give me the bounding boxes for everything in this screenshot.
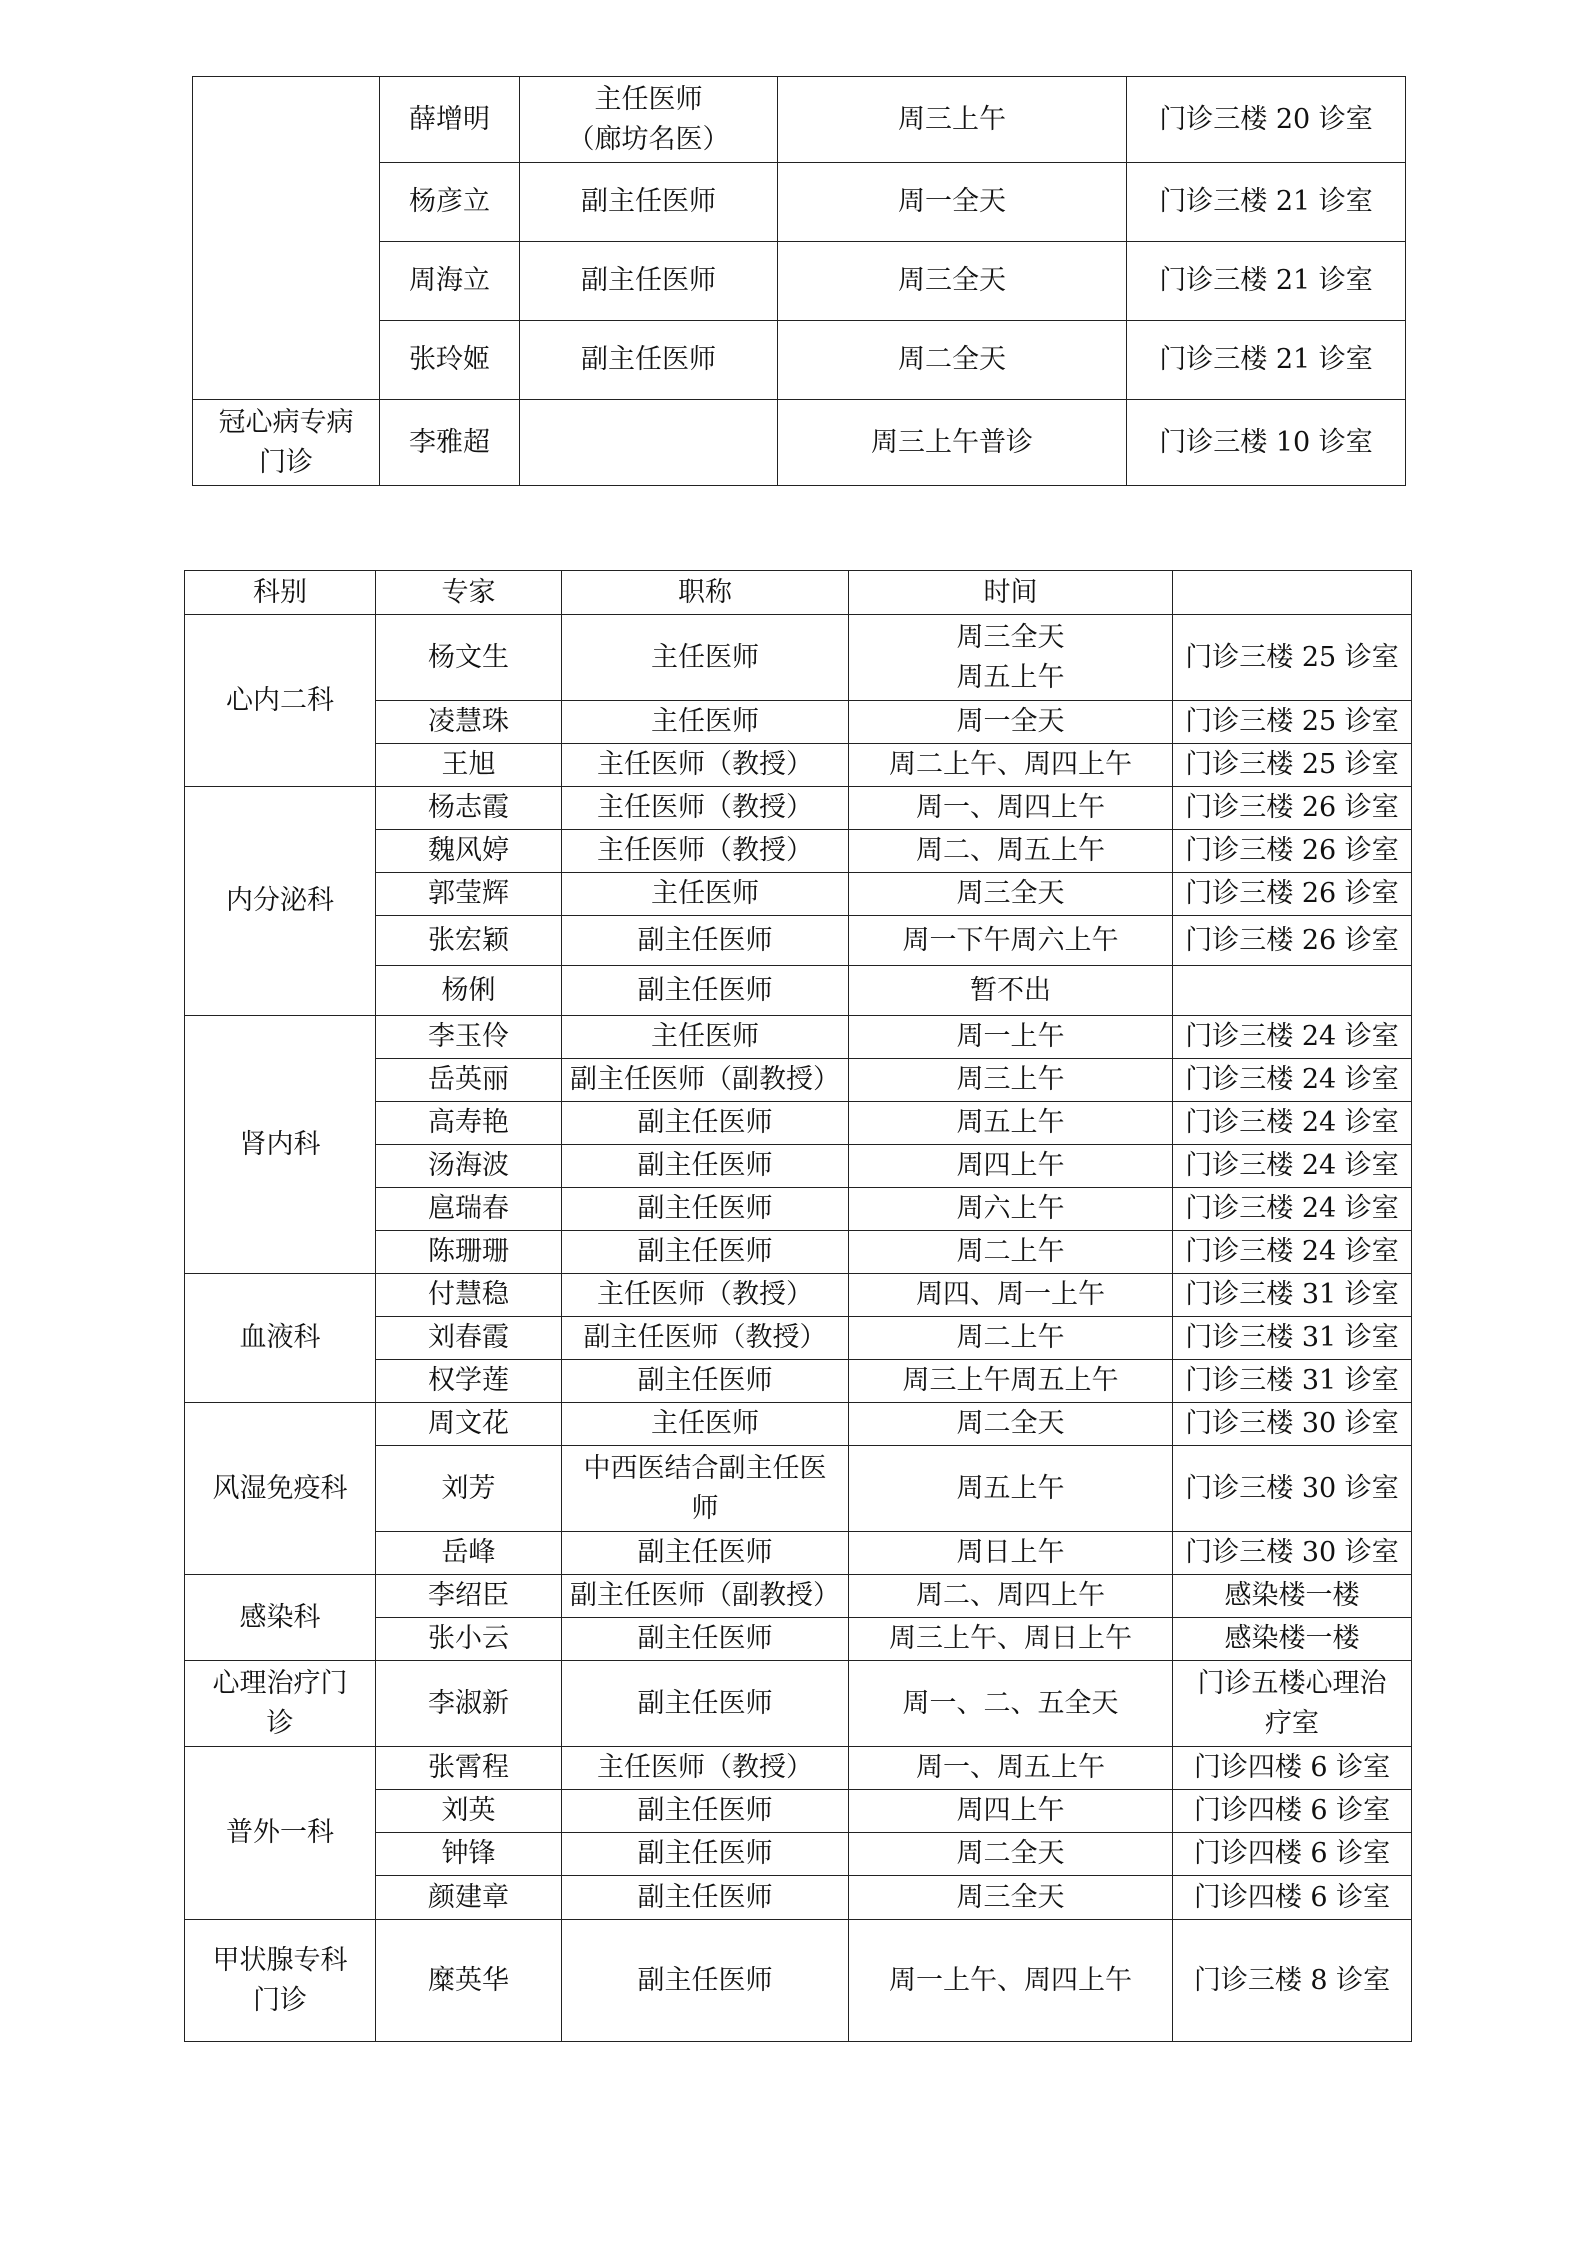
clinic-room: 门诊三楼 25 诊室 <box>1173 744 1412 787</box>
clinic-room: 门诊三楼 26 诊室 <box>1173 830 1412 873</box>
doctor-name: 周文花 <box>376 1403 562 1446</box>
department-cell: 内分泌科 <box>185 787 376 1016</box>
doctor-name: 刘英 <box>376 1790 562 1833</box>
clinic-room: 门诊三楼 30 诊室 <box>1173 1446 1412 1532</box>
doctor-title: 副主任医师 <box>562 1188 849 1231</box>
doctor-title: 主任医师（教授） <box>562 1747 849 1790</box>
doctor-title: 副主任医师（教授） <box>562 1317 849 1360</box>
schedule-time: 周三全天 周五上午 <box>849 615 1173 701</box>
clinic-room: 门诊三楼 25 诊室 <box>1173 615 1412 701</box>
doctor-title: 主任医师 <box>562 1016 849 1059</box>
doctor-name: 钟锋 <box>376 1833 562 1876</box>
clinic-room: 门诊三楼 31 诊室 <box>1173 1317 1412 1360</box>
schedule-time: 周二全天 <box>849 1833 1173 1876</box>
schedule-time: 周四上午 <box>849 1145 1173 1188</box>
clinic-room: 门诊三楼 21 诊室 <box>1127 242 1406 321</box>
doctor-name: 权学莲 <box>376 1360 562 1403</box>
schedule-time: 周二上午 <box>849 1231 1173 1274</box>
schedule-time: 暂不出 <box>849 966 1173 1016</box>
schedule-time: 周一全天 <box>849 701 1173 744</box>
clinic-room: 门诊三楼 24 诊室 <box>1173 1016 1412 1059</box>
doctor-title: 副主任医师 <box>562 966 849 1016</box>
schedule-time: 周四上午 <box>849 1790 1173 1833</box>
column-header: 专家 <box>376 571 562 615</box>
doctor-title: 副主任医师 <box>562 1360 849 1403</box>
doctor-name: 张宏颖 <box>376 916 562 966</box>
schedule-time: 周二上午、周四上午 <box>849 744 1173 787</box>
doctor-name: 张玲姬 <box>380 321 520 400</box>
clinic-room: 门诊三楼 26 诊室 <box>1173 916 1412 966</box>
clinic-room <box>1173 966 1412 1016</box>
doctor-title: 主任医师（教授） <box>562 1274 849 1317</box>
clinic-room: 门诊四楼 6 诊室 <box>1173 1876 1412 1920</box>
doctor-title: 副主任医师 <box>520 242 778 321</box>
doctor-name: 糜英华 <box>376 1920 562 2042</box>
doctor-title: 副主任医师（副教授） <box>562 1059 849 1102</box>
doctor-name: 李绍臣 <box>376 1575 562 1618</box>
clinic-room: 门诊三楼 26 诊室 <box>1173 787 1412 830</box>
schedule-time: 周二、周四上午 <box>849 1575 1173 1618</box>
doctor-title: 主任医师 <box>562 615 849 701</box>
schedule-time: 周二上午 <box>849 1317 1173 1360</box>
doctor-name: 岳英丽 <box>376 1059 562 1102</box>
column-header: 职称 <box>562 571 849 615</box>
doctor-title: 主任医师 <box>562 1403 849 1446</box>
clinic-room: 门诊三楼 10 诊室 <box>1127 400 1406 486</box>
clinic-room: 门诊三楼 26 诊室 <box>1173 873 1412 916</box>
doctor-title: 副主任医师 <box>562 1102 849 1145</box>
clinic-room: 门诊三楼 21 诊室 <box>1127 321 1406 400</box>
doctor-title: 副主任医师 <box>562 1920 849 2042</box>
table-row <box>185 1661 1412 1747</box>
doctor-name: 王旭 <box>376 744 562 787</box>
doctor-title: 副主任医师 <box>562 1618 849 1661</box>
clinic-room: 门诊四楼 6 诊室 <box>1173 1833 1412 1876</box>
schedule-time: 周一下午周六上午 <box>849 916 1173 966</box>
clinic-room: 门诊三楼 30 诊室 <box>1173 1403 1412 1446</box>
doctor-name: 张小云 <box>376 1618 562 1661</box>
doctor-name: 魏风婷 <box>376 830 562 873</box>
table-row <box>185 787 1412 830</box>
schedule-time: 周三全天 <box>849 1876 1173 1920</box>
schedule-time: 周一上午 <box>849 1016 1173 1059</box>
doctor-name: 周海立 <box>380 242 520 321</box>
doctor-title: 主任医师 （廊坊名医） <box>520 77 778 163</box>
doctor-title: 主任医师（教授） <box>562 830 849 873</box>
doctor-name: 凌慧珠 <box>376 701 562 744</box>
doctor-title: 主任医师（教授） <box>562 787 849 830</box>
schedule-table-top <box>192 76 1406 486</box>
doctor-name: 高寿艳 <box>376 1102 562 1145</box>
clinic-room: 门诊三楼 24 诊室 <box>1173 1188 1412 1231</box>
schedule-time: 周六上午 <box>849 1188 1173 1231</box>
doctor-title: 副主任医师 <box>562 1661 849 1747</box>
department-cell: 肾内科 <box>185 1016 376 1274</box>
doctor-title: 副主任医师（副教授） <box>562 1575 849 1618</box>
department-cell: 普外一科 <box>185 1747 376 1920</box>
doctor-title <box>520 400 778 486</box>
schedule-time: 周一上午、周四上午 <box>849 1920 1173 2042</box>
clinic-room: 门诊三楼 24 诊室 <box>1173 1145 1412 1188</box>
clinic-room: 门诊三楼 31 诊室 <box>1173 1360 1412 1403</box>
schedule-time: 周三上午、周日上午 <box>849 1618 1173 1661</box>
doctor-title: 副主任医师 <box>520 321 778 400</box>
department-cell: 感染科 <box>185 1575 376 1661</box>
schedule-time: 周五上午 <box>849 1102 1173 1145</box>
schedule-time: 周三上午周五上午 <box>849 1360 1173 1403</box>
schedule-time: 周一、二、五全天 <box>849 1661 1173 1747</box>
column-header: 科别 <box>185 571 376 615</box>
table-row <box>193 77 1406 163</box>
schedule-time: 周五上午 <box>849 1446 1173 1532</box>
schedule-time: 周二、周五上午 <box>849 830 1173 873</box>
doctor-title: 副主任医师 <box>562 916 849 966</box>
table-row <box>185 1747 1412 1790</box>
schedule-table-main <box>184 570 1412 2042</box>
doctor-title: 副主任医师 <box>520 163 778 242</box>
doctor-name: 杨俐 <box>376 966 562 1016</box>
doctor-name: 刘春霞 <box>376 1317 562 1360</box>
department-cell: 心理治疗门 诊 <box>185 1661 376 1747</box>
doctor-name: 陈珊珊 <box>376 1231 562 1274</box>
clinic-room: 门诊三楼 30 诊室 <box>1173 1532 1412 1575</box>
clinic-room: 门诊三楼 20 诊室 <box>1127 77 1406 163</box>
column-header <box>1173 571 1412 615</box>
doctor-name: 郭莹辉 <box>376 873 562 916</box>
dept-cell: 冠心病专病 门诊 <box>193 400 380 486</box>
clinic-room: 门诊三楼 21 诊室 <box>1127 163 1406 242</box>
doctor-name: 付慧稳 <box>376 1274 562 1317</box>
clinic-room: 门诊四楼 6 诊室 <box>1173 1790 1412 1833</box>
doctor-title: 副主任医师 <box>562 1876 849 1920</box>
doctor-name: 杨志霞 <box>376 787 562 830</box>
clinic-room: 门诊三楼 24 诊室 <box>1173 1102 1412 1145</box>
table-row <box>193 400 1406 486</box>
doctor-title: 副主任医师 <box>562 1231 849 1274</box>
table-row <box>185 1575 1412 1618</box>
doctor-name: 张霄程 <box>376 1747 562 1790</box>
schedule-time: 周日上午 <box>849 1532 1173 1575</box>
schedule-time: 周三上午 <box>778 77 1127 163</box>
doctor-title: 主任医师 <box>562 873 849 916</box>
doctor-title: 副主任医师 <box>562 1145 849 1188</box>
dept-cell <box>193 77 380 400</box>
header-row <box>185 571 1412 615</box>
schedule-time: 周二全天 <box>778 321 1127 400</box>
doctor-name: 汤海波 <box>376 1145 562 1188</box>
schedule-time: 周三上午普诊 <box>778 400 1127 486</box>
doctor-name: 刘芳 <box>376 1446 562 1532</box>
schedule-time: 周三全天 <box>778 242 1127 321</box>
doctor-name: 李淑新 <box>376 1661 562 1747</box>
doctor-title: 副主任医师 <box>562 1790 849 1833</box>
table-row <box>185 615 1412 701</box>
department-cell: 风湿免疫科 <box>185 1403 376 1575</box>
clinic-room: 门诊三楼 24 诊室 <box>1173 1231 1412 1274</box>
clinic-room: 门诊三楼 8 诊室 <box>1173 1920 1412 2042</box>
doctor-name: 杨文生 <box>376 615 562 701</box>
table-row <box>185 1403 1412 1446</box>
clinic-room: 门诊三楼 24 诊室 <box>1173 1059 1412 1102</box>
clinic-room: 门诊五楼心理治 疗室 <box>1173 1661 1412 1747</box>
table-row <box>185 1016 1412 1059</box>
department-cell: 血液科 <box>185 1274 376 1403</box>
doctor-title: 副主任医师 <box>562 1833 849 1876</box>
doctor-name: 杨彦立 <box>380 163 520 242</box>
schedule-time: 周三上午 <box>849 1059 1173 1102</box>
doctor-name: 扈瑞春 <box>376 1188 562 1231</box>
schedule-time: 周四、周一上午 <box>849 1274 1173 1317</box>
doctor-name: 颜建章 <box>376 1876 562 1920</box>
doctor-name: 李雅超 <box>380 400 520 486</box>
doctor-title: 中西医结合副主任医 师 <box>562 1446 849 1532</box>
doctor-title: 主任医师（教授） <box>562 744 849 787</box>
schedule-time: 周二全天 <box>849 1403 1173 1446</box>
table-row <box>185 1274 1412 1317</box>
schedule-time: 周三全天 <box>849 873 1173 916</box>
table-row <box>185 1920 1412 2042</box>
doctor-name: 薛增明 <box>380 77 520 163</box>
column-header: 时间 <box>849 571 1173 615</box>
doctor-name: 李玉伶 <box>376 1016 562 1059</box>
department-cell: 心内二科 <box>185 615 376 787</box>
doctor-name: 岳峰 <box>376 1532 562 1575</box>
department-cell: 甲状腺专科 门诊 <box>185 1920 376 2042</box>
doctor-title: 主任医师 <box>562 701 849 744</box>
clinic-room: 门诊四楼 6 诊室 <box>1173 1747 1412 1790</box>
clinic-room: 门诊三楼 25 诊室 <box>1173 701 1412 744</box>
clinic-room: 门诊三楼 31 诊室 <box>1173 1274 1412 1317</box>
clinic-room: 感染楼一楼 <box>1173 1575 1412 1618</box>
schedule-time: 周一、周四上午 <box>849 787 1173 830</box>
schedule-time: 周一全天 <box>778 163 1127 242</box>
schedule-time: 周一、周五上午 <box>849 1747 1173 1790</box>
doctor-title: 副主任医师 <box>562 1532 849 1575</box>
clinic-room: 感染楼一楼 <box>1173 1618 1412 1661</box>
